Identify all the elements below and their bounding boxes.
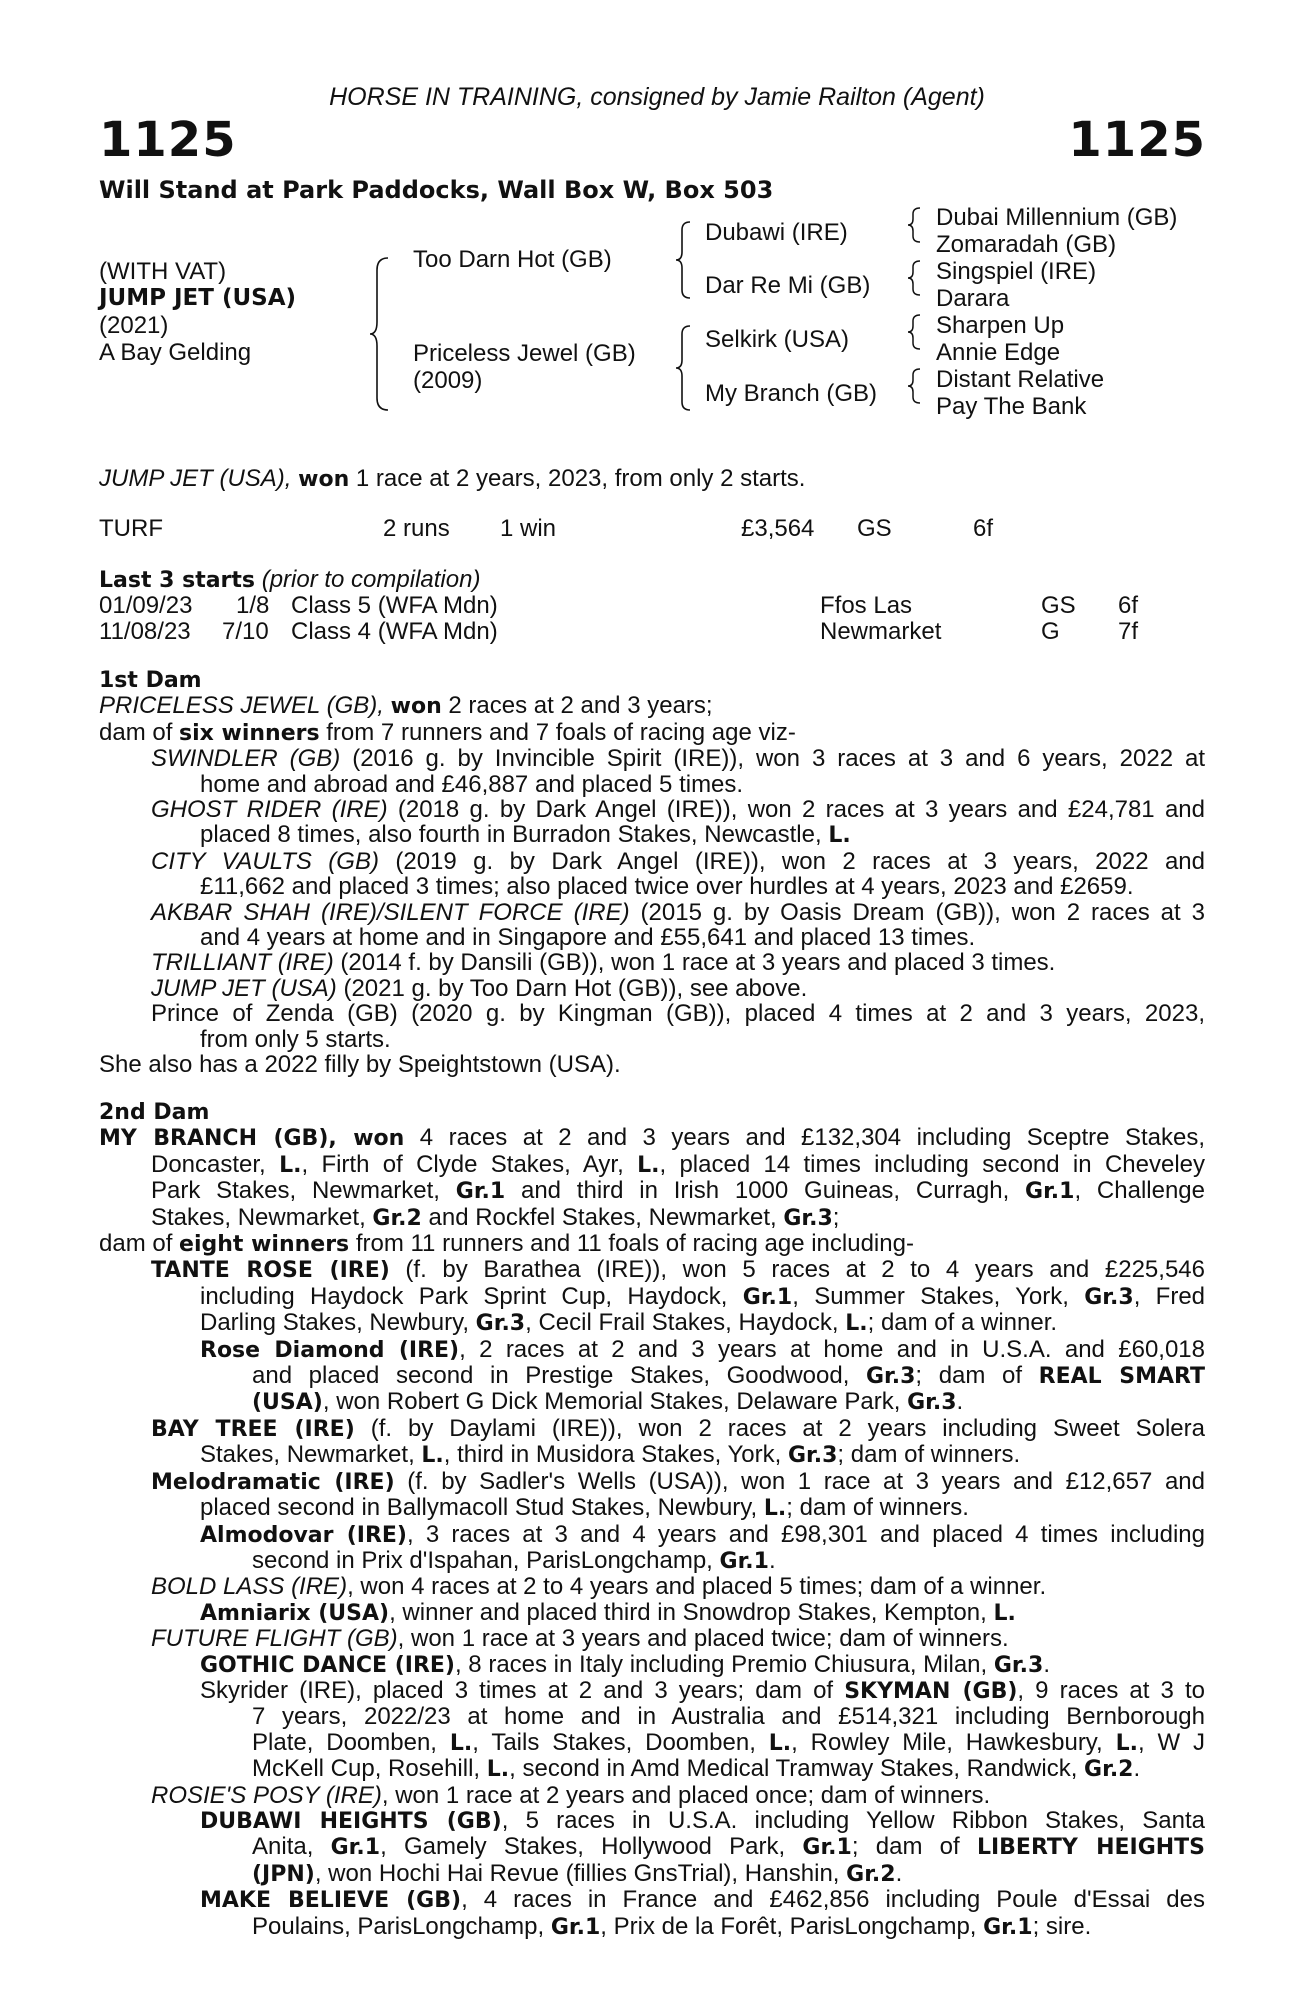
- progeny-name: MAKE BELIEVE (GB): [200, 1888, 462, 1914]
- text: , third in Musidora Stakes, York,: [443, 1441, 788, 1469]
- turf-distance: 6f: [973, 515, 994, 542]
- text: .: [895, 1859, 903, 1887]
- text: .: [956, 1388, 964, 1416]
- text: , Gamely Stakes, Hollywood Park,: [380, 1833, 803, 1861]
- text: .: [768, 1546, 776, 1574]
- dam-name: MY BRANCH (GB), won: [99, 1126, 405, 1152]
- grade-label: L.: [845, 1311, 868, 1337]
- progeny-line: 7 years, 2022/23 at home and in Australia and £514,321 including Bernborough: [252, 1703, 1205, 1731]
- progeny-line: [99, 1363, 1205, 1389]
- text: , Summer Stakes, York,: [792, 1282, 1085, 1310]
- progeny-line: £11,662 and placed 3 times; also placed twice over hurdles at 4 years, 2023 and £2659.: [200, 873, 1134, 901]
- start-going: GS: [1041, 592, 1076, 619]
- progeny-line: [99, 1914, 1205, 1940]
- progeny-line: [99, 1626, 1205, 1651]
- dam-name: PRICELESS JEWEL (GB),: [99, 692, 384, 720]
- progeny-name: GOTHIC DANCE (IRE): [200, 1652, 455, 1678]
- start-position: 1/8: [236, 592, 270, 619]
- progeny-line: [99, 1416, 1205, 1442]
- grade-label: Gr.1: [455, 1179, 506, 1205]
- start-distance: 7f: [1118, 618, 1139, 645]
- text: placed 8 times, also fourth in Burradon Stakes, Newcastle,: [200, 821, 829, 849]
- text: from 11 runners and 11 foals of racing age including-: [349, 1230, 914, 1258]
- grade-label: Gr.2: [846, 1861, 896, 1887]
- second-dam-line: [99, 1125, 1205, 1151]
- grade-label: L.: [1115, 1730, 1138, 1756]
- pedigree-brace-g1: [906, 206, 922, 244]
- text: Stakes, Newmarket,: [151, 1203, 373, 1231]
- text: .: [1133, 1755, 1141, 1783]
- second-dam-line: [99, 1152, 1205, 1178]
- text: , 2 races at 2 and 3 years at home and in U.S.A. and £60,018: [459, 1335, 1206, 1363]
- progeny-line: [99, 1783, 1205, 1808]
- second-dam-line: [99, 1231, 1205, 1257]
- text: , Tails Stakes, Doomben,: [472, 1728, 769, 1756]
- last-starts-heading: [99, 566, 480, 594]
- text: ; sire.: [1032, 1912, 1092, 1940]
- progeny-line: [99, 1310, 1205, 1336]
- progeny-line: [99, 1756, 1205, 1782]
- second-dam-section: [99, 1100, 1205, 1940]
- grade-label: L.: [828, 823, 851, 849]
- text: (2021 g. by Too Darn Hot (GB)), see above.: [336, 974, 808, 1002]
- text: and third in Irish 1000 Guineas, Curragh,: [505, 1177, 1026, 1205]
- text: (2014 f. by Dansili (GB)), won 1 race at 3 years and placed 3 times.: [333, 949, 1056, 977]
- turf-surface: TURF: [99, 515, 163, 542]
- text: , 8 races in Italy including Premio Chiusura, Milan,: [454, 1650, 994, 1678]
- text: second in Prix d'Ispahan, ParisLongchamp,: [252, 1546, 720, 1574]
- text: Park Stakes, Newmarket,: [151, 1177, 456, 1205]
- grade-label: Gr.3: [475, 1311, 526, 1337]
- text: Poulains, ParisLongchamp,: [252, 1912, 551, 1940]
- grade-label: L.: [763, 1496, 787, 1522]
- progeny-line: [99, 1495, 1205, 1521]
- progeny-name: Melodramatic (IRE): [151, 1469, 395, 1495]
- lot-number-right: 1125: [1068, 112, 1206, 168]
- text: , W J: [1137, 1728, 1206, 1756]
- summary-line: [99, 465, 805, 493]
- progeny-name: BOLD LASS (IRE): [151, 1573, 348, 1601]
- dam-dam: My Branch (GB): [705, 380, 878, 407]
- grade-label: L.: [637, 1152, 660, 1178]
- grade-label: Gr.3: [783, 1205, 833, 1231]
- summary-rest: 1 race at 2 years, 2023, from only 2 starts.: [349, 465, 806, 492]
- progeny-name: TANTE ROSE (IRE): [151, 1258, 390, 1284]
- first-dam-heading: 1st Dam: [99, 668, 202, 693]
- text: Skyrider (IRE), placed 3 times at 2 and 3 years; dam of: [200, 1676, 845, 1704]
- text: Stakes, Newmarket,: [200, 1441, 422, 1469]
- text: , 3 races at 3 and 4 years and £98,301 and placed 4 times including: [406, 1520, 1205, 1548]
- text: (2016 g. by Invincible Spirit (IRE)), won 3 races at 3 and 6 years, 2022 at: [340, 745, 1205, 773]
- grade-label: L.: [421, 1443, 444, 1469]
- text: .: [1043, 1650, 1050, 1678]
- horse-description: A Bay Gelding: [99, 339, 252, 366]
- grade-label: Gr.1: [802, 1835, 852, 1861]
- text: , Fred: [1133, 1282, 1206, 1310]
- start-race: Class 4 (WFA Mdn): [291, 618, 498, 645]
- text: (f. by Sadler's Wells (USA)), won 1 race at 3 years and £12,657 and: [394, 1467, 1205, 1495]
- first-dam-line: [99, 693, 1205, 719]
- progeny-line: Prince of Zenda (GB) (2020 g. by Kingman (GB)), placed 4 times at 2 and 3 years, 2023,: [151, 1000, 1205, 1028]
- text: ; dam of winners.: [786, 1494, 969, 1522]
- start-course: Newmarket: [820, 618, 942, 645]
- sire-sire: Dubawi (IRE): [705, 219, 848, 246]
- consignment-line: HORSE IN TRAINING, consigned by Jamie Railton (Agent): [329, 83, 985, 111]
- start-position: 7/10: [222, 618, 269, 645]
- stand-location: Will Stand at Park Paddocks, Wall Box W, Box 503: [99, 176, 774, 204]
- progeny-line: home and abroad and £46,887 and placed 5 times.: [200, 770, 744, 798]
- progeny-line: [99, 1389, 1205, 1415]
- progeny-name: LIBERTY HEIGHTS: [976, 1835, 1206, 1861]
- progeny-line: [99, 1337, 1205, 1363]
- grade-label: Gr.1: [1025, 1179, 1075, 1205]
- turf-prize: £3,564: [741, 515, 815, 542]
- progeny-line: [99, 1442, 1205, 1468]
- text: (2015 g. by Oasis Dream (GB)), won 2 races at 3: [629, 898, 1206, 926]
- progeny-line: [99, 1548, 1205, 1574]
- text: , placed 14 times including second in Cheveley: [659, 1150, 1205, 1178]
- turf-going: GS: [857, 515, 892, 542]
- text: , 9 races at 3 to: [1017, 1676, 1206, 1704]
- text: , won 4 races at 2 to 4 years and placed 5 times; dam of a winner.: [347, 1573, 1047, 1601]
- text: , Prix de la Forêt, ParisLongchamp,: [600, 1912, 984, 1940]
- grade-label: L.: [768, 1730, 792, 1756]
- sire-dam: Dar Re Mi (GB): [705, 272, 871, 299]
- text: Darling Stakes, Newbury,: [200, 1309, 476, 1337]
- progeny-name: (JPN): [252, 1861, 315, 1887]
- grade-label: Gr.3: [865, 1364, 916, 1390]
- ancestor-g4: Darara: [936, 285, 1010, 312]
- second-dam-heading: 2nd Dam: [99, 1100, 210, 1125]
- progeny-line: [99, 822, 1205, 848]
- text: , winner and placed third in Snowdrop Stakes, Kempton,: [389, 1598, 994, 1626]
- progeny-name: AKBAR SHAH (IRE)/SILENT FORCE (IRE): [151, 898, 630, 926]
- progeny-name: ROSIE'S POSY (IRE): [151, 1781, 382, 1809]
- progeny-line: [99, 976, 1205, 1001]
- start-race: Class 5 (WFA Mdn): [291, 592, 498, 619]
- ancestor-g2: Zomaradah (GB): [936, 231, 1117, 258]
- progeny-line: and 4 years at home and in Singapore and £55,641 and placed 13 times.: [200, 924, 976, 952]
- text: ; dam of winners.: [837, 1441, 1021, 1469]
- grade-label: Gr.3: [907, 1390, 957, 1416]
- progeny-line: [99, 1257, 1205, 1283]
- start-date: 01/09/23: [99, 592, 193, 619]
- dam: Priceless Jewel (GB): [413, 340, 636, 367]
- progeny-name: JUMP JET (USA): [151, 974, 337, 1002]
- start-date: 11/08/23: [99, 618, 191, 645]
- start-distance: 6f: [1118, 592, 1139, 619]
- lot-number-left: 1125: [99, 112, 237, 168]
- turf-runs: 2 runs: [383, 515, 450, 542]
- horse-name: JUMP JET (USA): [99, 285, 297, 311]
- pedigree-brace-g2: [906, 259, 922, 297]
- pedigree-brace-main: [368, 256, 390, 412]
- progeny-line: [99, 1574, 1205, 1599]
- text: (2018 g. by Dark Angel (IRE)), won 2 races at 3 years and £24,781 and: [387, 796, 1205, 824]
- text: ; dam of: [851, 1833, 977, 1861]
- text: , won Robert G Dick Memorial Stakes, Delaware Park,: [322, 1388, 908, 1416]
- progeny-name: SKYMAN (GB): [844, 1678, 1018, 1704]
- progeny-line: [99, 849, 1205, 874]
- grade-label: Gr.3: [787, 1443, 838, 1469]
- progeny-line: [99, 746, 1205, 771]
- text: placed second in Ballymacoll Stud Stakes, Newbury,: [200, 1494, 764, 1522]
- ancestor-g5: Sharpen Up: [936, 312, 1065, 339]
- last-starts-title: Last 3 starts: [99, 568, 256, 593]
- progeny-name: Rose Diamond (IRE): [200, 1337, 460, 1363]
- summary-won: won: [298, 467, 350, 492]
- text: , Challenge: [1074, 1177, 1205, 1205]
- progeny-line: [99, 1861, 1205, 1887]
- progeny-name: Almodovar (IRE): [200, 1522, 407, 1548]
- ancestor-g3: Singspiel (IRE): [936, 258, 1097, 285]
- dam-sire: Selkirk (USA): [705, 326, 850, 353]
- text: McKell Cup, Rosehill,: [252, 1755, 487, 1783]
- progeny-line: [99, 1808, 1205, 1834]
- pedigree-brace-dam: [674, 324, 692, 412]
- text: (2019 g. by Dark Angel (IRE)), won 2 races at 3 years, 2022 and: [378, 847, 1205, 875]
- progeny-line: [99, 1834, 1205, 1860]
- ancestor-g8: Pay The Bank: [936, 393, 1087, 420]
- text: , Cecil Frail Stakes, Haydock,: [525, 1309, 846, 1337]
- progeny-line: [99, 1284, 1205, 1310]
- progeny-line: from only 5 starts.: [200, 1025, 391, 1053]
- text: dam of: [99, 1230, 180, 1258]
- progeny-line: [99, 1469, 1205, 1495]
- text: ;: [832, 1203, 840, 1231]
- text: 4 races at 2 and 3 years and £132,304 including Sceptre Stakes,: [404, 1124, 1205, 1152]
- second-dam-line: [99, 1178, 1205, 1204]
- grade-label: L.: [993, 1600, 1016, 1626]
- grade-label: L.: [486, 1757, 510, 1783]
- text: (f. by Daylami (IRE)), won 2 races at 2 years including Sweet Solera: [354, 1414, 1205, 1442]
- winners-count: eight winners: [179, 1232, 350, 1258]
- grade-label: Gr.2: [1084, 1757, 1134, 1783]
- text: including Haydock Park Sprint Cup, Haydock,: [200, 1282, 743, 1310]
- progeny-name: GHOST RIDER (IRE): [151, 796, 388, 824]
- start-going: G: [1041, 618, 1060, 645]
- grade-label: L.: [449, 1730, 473, 1756]
- progeny-name: FUTURE FLIGHT (GB): [151, 1625, 398, 1653]
- grade-label: L.: [279, 1152, 302, 1178]
- progeny-name: BAY TREE (IRE): [151, 1416, 355, 1442]
- summary-name: JUMP JET (USA),: [99, 465, 292, 492]
- turf-wins: 1 win: [500, 515, 557, 542]
- text: , Rowley Mile, Hawkesbury,: [791, 1728, 1116, 1756]
- progeny-line: [99, 1678, 1205, 1704]
- text: Plate, Doomben,: [252, 1728, 450, 1756]
- dam-year: (2009): [413, 367, 483, 394]
- pedigree-brace-g3: [906, 313, 922, 351]
- progeny-line: [99, 1652, 1205, 1678]
- sire: Too Darn Hot (GB): [413, 246, 612, 273]
- text: , won 1 race at 3 years and placed twice; dam of winners.: [397, 1625, 1009, 1653]
- first-dam-line: [99, 720, 1205, 746]
- progeny-name: DUBAWI HEIGHTS (GB): [200, 1808, 502, 1834]
- text: 2 races at 2 and 3 years;: [441, 692, 713, 720]
- text: and placed second in Prestige Stakes, Goodwood,: [252, 1362, 866, 1390]
- ancestor-g1: Dubai Millennium (GB): [936, 204, 1178, 231]
- text: (f. by Barathea (IRE)), won 5 races at 2 to 4 years and £225,546: [389, 1256, 1205, 1284]
- grade-label: Gr.3: [993, 1652, 1044, 1678]
- won-label: won: [390, 694, 442, 720]
- progeny-line: [99, 900, 1205, 925]
- progeny-name: REAL SMART: [1038, 1364, 1205, 1390]
- second-dam-line: [99, 1205, 1205, 1231]
- start-course: Ffos Las: [820, 592, 913, 619]
- text: , won Hochi Hai Revue (fillies GnsTrial), Hanshin,: [314, 1859, 847, 1887]
- ancestor-g7: Distant Relative: [936, 366, 1105, 393]
- progeny-line: [99, 950, 1205, 975]
- progeny-name: CITY VAULTS (GB): [151, 847, 379, 875]
- grade-label: Gr.2: [372, 1205, 422, 1231]
- progeny-line: [99, 1522, 1205, 1548]
- first-dam-section: [99, 668, 1205, 1078]
- text: Doncaster,: [151, 1150, 280, 1178]
- text: dam of: [99, 718, 180, 746]
- vat-note: (WITH VAT): [99, 258, 227, 285]
- pedigree-brace-sire: [674, 220, 692, 300]
- grade-label: Gr.1: [983, 1914, 1033, 1940]
- grade-label: Gr.1: [719, 1548, 769, 1574]
- progeny-line: [99, 1730, 1205, 1756]
- text: , 5 races in U.S.A. including Yellow Ribbon Stakes, Santa: [501, 1806, 1205, 1834]
- progeny-name: Amniarix (USA): [200, 1600, 390, 1626]
- text: ; dam of a winner.: [867, 1309, 1058, 1337]
- text: , Firth of Clyde Stakes, Ayr,: [301, 1150, 638, 1178]
- text: from 7 runners and 7 foals of racing age viz-: [319, 718, 796, 746]
- text: and Rockfel Stakes, Newmarket,: [421, 1203, 784, 1231]
- text: , won 1 race at 2 years and placed once; dam of winners.: [381, 1781, 991, 1809]
- text: , 4 races in France and £462,856 including Poule d'Essai des: [461, 1886, 1205, 1914]
- progeny-line: [99, 1887, 1205, 1913]
- progeny-line: [99, 797, 1205, 822]
- grade-label: Gr.1: [550, 1914, 601, 1940]
- progeny-name: SWINDLER (GB): [151, 745, 341, 773]
- ancestor-g6: Annie Edge: [936, 339, 1061, 366]
- grade-label: Gr.3: [1084, 1284, 1134, 1310]
- winners-count: six winners: [179, 720, 320, 746]
- last-starts-note: (prior to compilation): [255, 566, 481, 593]
- horse-year: (2021): [99, 312, 169, 339]
- progeny-name: TRILLIANT (IRE): [151, 949, 334, 977]
- grade-label: Gr.1: [742, 1284, 793, 1310]
- text: , second in Amd Medical Tramway Stakes, Randwick,: [509, 1755, 1085, 1783]
- progeny-line: [99, 1600, 1205, 1626]
- text: ; dam of: [915, 1362, 1039, 1390]
- grade-label: Gr.1: [330, 1835, 381, 1861]
- text: Anita,: [252, 1833, 331, 1861]
- filly-note: She also has a 2022 filly by Speightstown (USA).: [99, 1051, 621, 1079]
- progeny-name: (USA): [252, 1390, 323, 1416]
- pedigree-brace-g4: [906, 367, 922, 405]
